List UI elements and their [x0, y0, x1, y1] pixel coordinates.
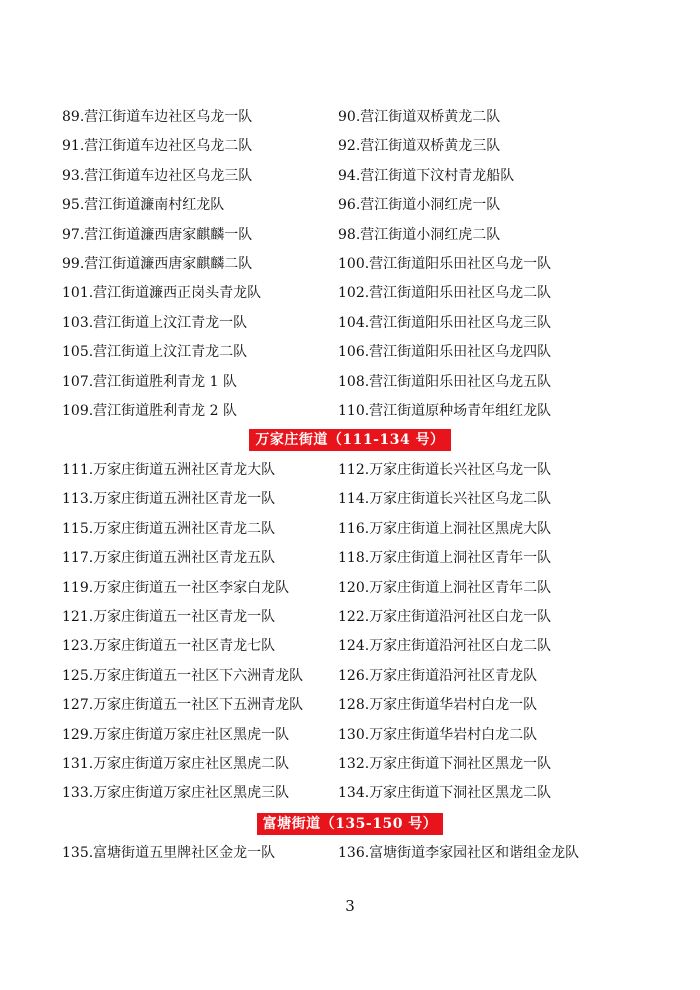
list-item: 130.万家庄街道华岩村白龙二队: [338, 726, 538, 743]
list-item: 94.营江街道下汶村青龙船队: [338, 167, 515, 184]
list-item: 99.营江街道濂西唐家麒麟二队: [62, 255, 253, 272]
list-item: 131.万家庄街道万家庄社区黑虎二队: [62, 755, 290, 772]
list-item: 89.营江街道车边社区乌龙一队: [62, 109, 253, 125]
list-item: 114.万家庄街道长兴社区乌龙二队: [338, 491, 552, 508]
list-item: 132.万家庄街道下洞社区黑龙一队: [338, 755, 552, 772]
list-item: 113.万家庄街道五洲社区青龙一队: [62, 491, 276, 508]
list-item: 129.万家庄街道万家庄社区黑虎一队: [62, 726, 290, 743]
list-item: 126.万家庄街道沿河社区青龙队: [338, 667, 538, 684]
team-list-futang: [62, 839, 662, 868]
list-item: 128.万家庄街道华岩村白龙一队: [338, 697, 538, 714]
page-number: 3: [345, 897, 355, 915]
team-list-yingjiang: [62, 103, 662, 426]
list-item: 90.营江街道双桥黄龙二队: [338, 109, 501, 125]
list-item: 92.营江街道双桥黄龙三队: [338, 138, 501, 155]
list-item: 97.营江街道濂西唐家麒麟一队: [62, 226, 253, 243]
list-item: 108.营江街道阳乐田社区乌龙五队: [338, 373, 552, 390]
list-item: 125.万家庄街道五一社区下六洲青龙队: [62, 667, 304, 684]
list-item: 109.营江街道胜利青龙 2 队: [62, 402, 237, 419]
list-item: 91.营江街道车边社区乌龙二队: [62, 138, 253, 155]
list-item: 116.万家庄街道上洞社区黑虎大队: [338, 520, 552, 537]
list-item: 135.富塘街道五里牌社区金龙一队: [62, 845, 276, 861]
list-item: 123.万家庄街道五一社区青龙七队: [62, 638, 276, 655]
list-item: 117.万家庄街道五洲社区青龙五队: [62, 550, 276, 567]
list-item: 133.万家庄街道万家庄社区黑虎三队: [62, 785, 290, 802]
list-item: 105.营江街道上汶江青龙二队: [62, 344, 248, 361]
list-item: 110.营江街道原种场青年组红龙队: [338, 402, 552, 419]
section-header-wanjiazhuang: [0, 429, 700, 453]
list-item: 136.富塘街道李家园社区和谐组金龙队: [338, 845, 580, 861]
list-item: 106.营江街道阳乐田社区乌龙四队: [338, 344, 552, 361]
list-item: 112.万家庄街道长兴社区乌龙一队: [338, 462, 552, 478]
list-item: 103.营江街道上汶江青龙一队: [62, 314, 248, 331]
section-header-futang: [0, 813, 700, 837]
list-item: 119.万家庄街道五一社区李家白龙队: [62, 579, 290, 596]
list-item: 96.营江街道小洞红虎一队: [338, 197, 501, 214]
list-item: 100.营江街道阳乐田社区乌龙一队: [338, 255, 552, 272]
list-item: 104.营江街道阳乐田社区乌龙三队: [338, 314, 552, 331]
list-item: 111.万家庄街道五洲社区青龙大队: [62, 462, 276, 478]
section-header-label: 万家庄街道（111-134 号）: [249, 429, 450, 451]
list-item: 120.万家庄街道上洞社区青年二队: [338, 579, 552, 596]
list-item: 101.营江街道濂西正岗头青龙队: [62, 285, 262, 302]
list-item: 124.万家庄街道沿河社区白龙二队: [338, 638, 552, 655]
list-item: 95.营江街道濂南村红龙队: [62, 197, 225, 214]
list-item: 118.万家庄街道上洞社区青年一队: [338, 550, 552, 567]
list-item: 93.营江街道车边社区乌龙三队: [62, 167, 253, 184]
list-item: 134.万家庄街道下洞社区黑龙二队: [338, 785, 552, 802]
list-item: 127.万家庄街道五一社区下五洲青龙队: [62, 697, 304, 714]
list-item: 121.万家庄街道五一社区青龙一队: [62, 608, 276, 625]
list-item: 115.万家庄街道五洲社区青龙二队: [62, 520, 276, 537]
list-item: 122.万家庄街道沿河社区白龙一队: [338, 608, 552, 625]
team-list-wanjiazhuang: [62, 456, 662, 809]
list-item: 98.营江街道小洞红虎二队: [338, 226, 501, 243]
section-header-label: 富塘街道（135-150 号）: [257, 813, 444, 835]
list-item: 107.营江街道胜利青龙 1 队: [62, 373, 237, 390]
list-item: 102.营江街道阳乐田社区乌龙二队: [338, 285, 552, 302]
